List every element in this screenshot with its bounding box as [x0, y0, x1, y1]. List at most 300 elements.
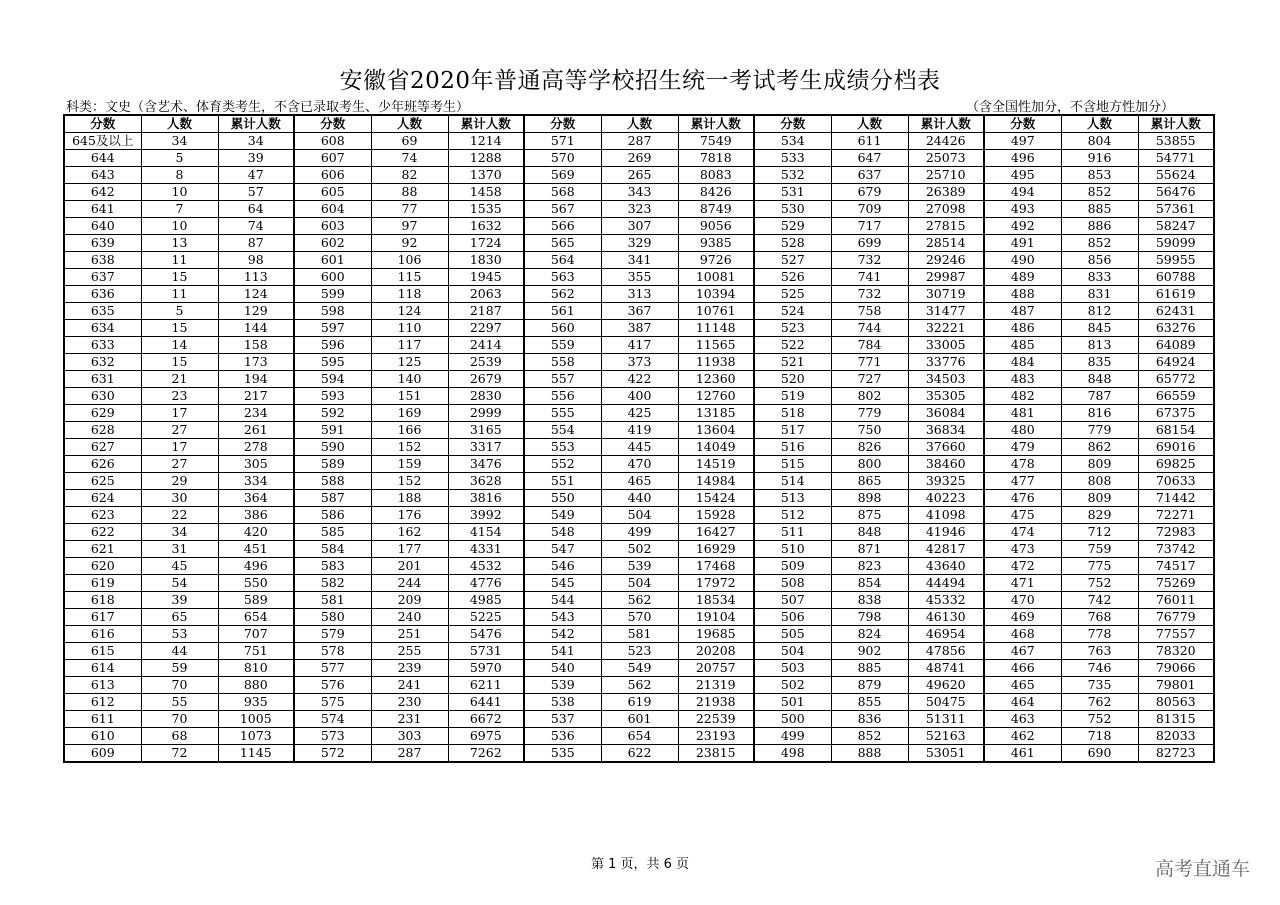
count-cell: 162 — [371, 524, 448, 541]
count-cell: 230 — [371, 694, 448, 711]
cumulative-cell: 61619 — [1138, 286, 1214, 303]
table-row — [64, 422, 1214, 439]
score-cell: 608 — [294, 133, 371, 150]
count-cell: 15 — [141, 320, 218, 337]
cumulative-cell: 27098 — [908, 201, 984, 218]
cumulative-header: 累计人数 — [448, 115, 524, 133]
score-cell: 561 — [524, 303, 601, 320]
score-cell: 635 — [64, 303, 141, 320]
table-row — [64, 609, 1214, 626]
cumulative-cell: 3317 — [448, 439, 524, 456]
cumulative-cell: 69016 — [1138, 439, 1214, 456]
cumulative-cell: 550 — [218, 575, 294, 592]
cumulative-cell: 751 — [218, 643, 294, 660]
score-cell: 592 — [294, 405, 371, 422]
score-cell: 486 — [984, 320, 1061, 337]
table-row — [64, 507, 1214, 524]
score-cell: 468 — [984, 626, 1061, 643]
table-row — [64, 201, 1214, 218]
score-cell: 483 — [984, 371, 1061, 388]
cumulative-cell: 364 — [218, 490, 294, 507]
count-cell: 717 — [831, 218, 908, 235]
cumulative-cell: 34 — [218, 133, 294, 150]
score-cell: 564 — [524, 252, 601, 269]
score-cell: 597 — [294, 320, 371, 337]
score-cell: 506 — [754, 609, 831, 626]
score-cell: 505 — [754, 626, 831, 643]
cumulative-cell: 1945 — [448, 269, 524, 286]
count-cell: 690 — [1061, 745, 1138, 763]
score-cell: 519 — [754, 388, 831, 405]
count-cell: 826 — [831, 439, 908, 456]
cumulative-cell: 707 — [218, 626, 294, 643]
cumulative-cell: 386 — [218, 507, 294, 524]
cumulative-cell: 47 — [218, 167, 294, 184]
count-cell: 5 — [141, 303, 218, 320]
cumulative-cell: 56476 — [1138, 184, 1214, 201]
count-cell: 241 — [371, 677, 448, 694]
count-cell: 152 — [371, 473, 448, 490]
cumulative-cell: 4532 — [448, 558, 524, 575]
cumulative-cell: 18534 — [678, 592, 754, 609]
cumulative-cell: 1370 — [448, 167, 524, 184]
score-cell: 524 — [754, 303, 831, 320]
cumulative-cell: 11938 — [678, 354, 754, 371]
count-cell: 752 — [1061, 575, 1138, 592]
cumulative-cell: 54771 — [1138, 150, 1214, 167]
count-cell: 549 — [601, 660, 678, 677]
cumulative-header: 累计人数 — [678, 115, 754, 133]
cumulative-cell: 47856 — [908, 643, 984, 660]
count-cell: 465 — [601, 473, 678, 490]
score-cell: 621 — [64, 541, 141, 558]
cumulative-cell: 3628 — [448, 473, 524, 490]
count-cell: 470 — [601, 456, 678, 473]
cumulative-cell: 9726 — [678, 252, 754, 269]
cumulative-cell: 10761 — [678, 303, 754, 320]
cumulative-cell: 38460 — [908, 456, 984, 473]
count-cell: 886 — [1061, 218, 1138, 235]
cumulative-cell: 34503 — [908, 371, 984, 388]
score-cell: 555 — [524, 405, 601, 422]
table-row — [64, 184, 1214, 201]
count-cell: 862 — [1061, 439, 1138, 456]
cumulative-cell: 49620 — [908, 677, 984, 694]
count-cell: 771 — [831, 354, 908, 371]
cumulative-cell: 14984 — [678, 473, 754, 490]
count-cell: 647 — [831, 150, 908, 167]
score-cell: 612 — [64, 694, 141, 711]
score-cell: 488 — [984, 286, 1061, 303]
score-cell: 473 — [984, 541, 1061, 558]
count-cell: 784 — [831, 337, 908, 354]
cumulative-cell: 46130 — [908, 609, 984, 626]
cumulative-cell: 53855 — [1138, 133, 1214, 150]
cumulative-cell: 52163 — [908, 728, 984, 745]
table-row — [64, 337, 1214, 354]
count-cell: 419 — [601, 422, 678, 439]
count-cell: 916 — [1061, 150, 1138, 167]
score-cell: 565 — [524, 235, 601, 252]
count-cell: 367 — [601, 303, 678, 320]
score-cell: 603 — [294, 218, 371, 235]
count-cell: 117 — [371, 337, 448, 354]
count-cell: 758 — [831, 303, 908, 320]
cumulative-cell: 6975 — [448, 728, 524, 745]
score-cell: 462 — [984, 728, 1061, 745]
score-cell: 525 — [754, 286, 831, 303]
count-cell: 718 — [1061, 728, 1138, 745]
count-cell: 800 — [831, 456, 908, 473]
score-cell: 641 — [64, 201, 141, 218]
count-cell: 303 — [371, 728, 448, 745]
cumulative-cell: 420 — [218, 524, 294, 541]
score-cell: 580 — [294, 609, 371, 626]
count-cell: 871 — [831, 541, 908, 558]
score-cell: 606 — [294, 167, 371, 184]
count-cell: 742 — [1061, 592, 1138, 609]
score-cell: 559 — [524, 337, 601, 354]
score-cell: 498 — [754, 745, 831, 763]
count-cell: 885 — [831, 660, 908, 677]
count-cell: 31 — [141, 541, 218, 558]
count-cell: 5 — [141, 150, 218, 167]
score-cell: 556 — [524, 388, 601, 405]
count-cell: 741 — [831, 269, 908, 286]
cumulative-cell: 64924 — [1138, 354, 1214, 371]
count-cell: 499 — [601, 524, 678, 541]
cumulative-cell: 654 — [218, 609, 294, 626]
score-cell: 634 — [64, 320, 141, 337]
cumulative-cell: 9385 — [678, 235, 754, 252]
count-cell: 601 — [601, 711, 678, 728]
score-cell: 495 — [984, 167, 1061, 184]
cumulative-cell: 40223 — [908, 490, 984, 507]
count-cell: 802 — [831, 388, 908, 405]
count-cell: 787 — [1061, 388, 1138, 405]
cumulative-cell: 78320 — [1138, 643, 1214, 660]
count-cell: 779 — [831, 405, 908, 422]
cumulative-cell: 4776 — [448, 575, 524, 592]
table-row — [64, 592, 1214, 609]
count-cell: 23 — [141, 388, 218, 405]
score-cell: 475 — [984, 507, 1061, 524]
count-cell: 387 — [601, 320, 678, 337]
count-cell: 17 — [141, 405, 218, 422]
score-cell: 481 — [984, 405, 1061, 422]
score-cell: 477 — [984, 473, 1061, 490]
count-cell: 854 — [831, 575, 908, 592]
cumulative-cell: 1535 — [448, 201, 524, 218]
cumulative-cell: 71442 — [1138, 490, 1214, 507]
count-cell: 329 — [601, 235, 678, 252]
table-row — [64, 286, 1214, 303]
score-cell: 569 — [524, 167, 601, 184]
cumulative-cell: 5225 — [448, 609, 524, 626]
count-cell: 70 — [141, 711, 218, 728]
count-cell: 92 — [371, 235, 448, 252]
score-cell: 545 — [524, 575, 601, 592]
score-cell: 511 — [754, 524, 831, 541]
score-cell: 515 — [754, 456, 831, 473]
count-cell: 845 — [1061, 320, 1138, 337]
count-cell: 15 — [141, 269, 218, 286]
cumulative-cell: 11148 — [678, 320, 754, 337]
count-cell: 244 — [371, 575, 448, 592]
cumulative-cell: 13185 — [678, 405, 754, 422]
count-cell: 425 — [601, 405, 678, 422]
count-cell: 504 — [601, 575, 678, 592]
count-cell: 759 — [1061, 541, 1138, 558]
table-row — [64, 269, 1214, 286]
score-cell: 548 — [524, 524, 601, 541]
score-cell: 520 — [754, 371, 831, 388]
cumulative-cell: 69825 — [1138, 456, 1214, 473]
score-cell: 643 — [64, 167, 141, 184]
cumulative-cell: 261 — [218, 422, 294, 439]
score-cell: 514 — [754, 473, 831, 490]
count-cell: 732 — [831, 252, 908, 269]
count-cell: 59 — [141, 660, 218, 677]
count-cell: 240 — [371, 609, 448, 626]
table-row — [64, 405, 1214, 422]
cumulative-cell: 41098 — [908, 507, 984, 524]
score-cell: 616 — [64, 626, 141, 643]
count-cell: 622 — [601, 745, 678, 763]
score-cell: 578 — [294, 643, 371, 660]
cumulative-cell: 4154 — [448, 524, 524, 541]
cumulative-cell: 7549 — [678, 133, 754, 150]
cumulative-cell: 14519 — [678, 456, 754, 473]
table-row — [64, 677, 1214, 694]
count-cell: 422 — [601, 371, 678, 388]
score-cell: 571 — [524, 133, 601, 150]
count-cell: 176 — [371, 507, 448, 524]
score-cell: 584 — [294, 541, 371, 558]
count-cell: 209 — [371, 592, 448, 609]
count-cell: 343 — [601, 184, 678, 201]
score-cell: 560 — [524, 320, 601, 337]
score-cell: 588 — [294, 473, 371, 490]
score-cell: 632 — [64, 354, 141, 371]
score-cell: 562 — [524, 286, 601, 303]
count-cell: 835 — [1061, 354, 1138, 371]
subject-category: 科类：文史（含艺术、体育类考生，不含已录取考生、少年班等考生） — [66, 100, 470, 115]
count-cell: 779 — [1061, 422, 1138, 439]
count-cell: 27 — [141, 456, 218, 473]
score-cell: 586 — [294, 507, 371, 524]
cumulative-cell: 8749 — [678, 201, 754, 218]
cumulative-header: 累计人数 — [1138, 115, 1214, 133]
score-cell: 577 — [294, 660, 371, 677]
count-cell: 201 — [371, 558, 448, 575]
table-row — [64, 218, 1214, 235]
cumulative-cell: 17972 — [678, 575, 754, 592]
score-cell: 573 — [294, 728, 371, 745]
cumulative-cell: 27815 — [908, 218, 984, 235]
cumulative-cell: 7818 — [678, 150, 754, 167]
count-cell: 287 — [601, 133, 678, 150]
cumulative-cell: 589 — [218, 592, 294, 609]
cumulative-cell: 29246 — [908, 252, 984, 269]
cumulative-cell: 278 — [218, 439, 294, 456]
table-row — [64, 320, 1214, 337]
cumulative-cell: 20208 — [678, 643, 754, 660]
cumulative-cell: 4331 — [448, 541, 524, 558]
cumulative-cell: 496 — [218, 558, 294, 575]
cumulative-cell: 68154 — [1138, 422, 1214, 439]
cumulative-cell: 66559 — [1138, 388, 1214, 405]
cumulative-cell: 16427 — [678, 524, 754, 541]
count-cell: 106 — [371, 252, 448, 269]
score-cell: 605 — [294, 184, 371, 201]
score-cell: 523 — [754, 320, 831, 337]
cumulative-cell: 29987 — [908, 269, 984, 286]
score-cell: 494 — [984, 184, 1061, 201]
count-cell: 879 — [831, 677, 908, 694]
cumulative-header: 累计人数 — [218, 115, 294, 133]
table-header-row — [64, 115, 1214, 133]
count-cell: 68 — [141, 728, 218, 745]
score-cell: 463 — [984, 711, 1061, 728]
score-cell: 591 — [294, 422, 371, 439]
cumulative-cell: 15424 — [678, 490, 754, 507]
cumulative-cell: 158 — [218, 337, 294, 354]
score-cell: 532 — [754, 167, 831, 184]
count-cell: 813 — [1061, 337, 1138, 354]
count-cell: 417 — [601, 337, 678, 354]
cumulative-cell: 1145 — [218, 745, 294, 763]
cumulative-cell: 9056 — [678, 218, 754, 235]
cumulative-cell: 1632 — [448, 218, 524, 235]
score-cell: 540 — [524, 660, 601, 677]
score-cell: 570 — [524, 150, 601, 167]
cumulative-cell: 6441 — [448, 694, 524, 711]
score-cell: 529 — [754, 218, 831, 235]
count-cell: 188 — [371, 490, 448, 507]
score-cell: 553 — [524, 439, 601, 456]
score-cell: 493 — [984, 201, 1061, 218]
count-cell: 831 — [1061, 286, 1138, 303]
count-cell: 898 — [831, 490, 908, 507]
score-cell: 610 — [64, 728, 141, 745]
count-cell: 744 — [831, 320, 908, 337]
score-cell: 572 — [294, 745, 371, 763]
score-cell: 546 — [524, 558, 601, 575]
score-cell: 638 — [64, 252, 141, 269]
count-cell: 445 — [601, 439, 678, 456]
count-cell: 732 — [831, 286, 908, 303]
count-cell: 562 — [601, 677, 678, 694]
count-cell: 400 — [601, 388, 678, 405]
count-cell: 523 — [601, 643, 678, 660]
cumulative-cell: 2999 — [448, 405, 524, 422]
cumulative-cell: 26389 — [908, 184, 984, 201]
table-row — [64, 473, 1214, 490]
score-cell: 504 — [754, 643, 831, 660]
count-cell: 888 — [831, 745, 908, 763]
cumulative-cell: 57361 — [1138, 201, 1214, 218]
cumulative-cell: 28514 — [908, 235, 984, 252]
table-row — [64, 626, 1214, 643]
cumulative-cell: 2297 — [448, 320, 524, 337]
table-row — [64, 745, 1214, 763]
cumulative-cell: 31477 — [908, 303, 984, 320]
table-row — [64, 303, 1214, 320]
score-cell: 534 — [754, 133, 831, 150]
score-cell: 644 — [64, 150, 141, 167]
table-row — [64, 456, 1214, 473]
cumulative-cell: 67375 — [1138, 405, 1214, 422]
cumulative-cell: 3165 — [448, 422, 524, 439]
score-cell: 626 — [64, 456, 141, 473]
score-cell: 517 — [754, 422, 831, 439]
score-cell: 465 — [984, 677, 1061, 694]
score-header: 分数 — [754, 115, 831, 133]
score-cell: 479 — [984, 439, 1061, 456]
score-cell: 541 — [524, 643, 601, 660]
cumulative-cell: 10081 — [678, 269, 754, 286]
score-cell: 607 — [294, 150, 371, 167]
count-cell: 323 — [601, 201, 678, 218]
count-cell: 341 — [601, 252, 678, 269]
cumulative-cell: 32221 — [908, 320, 984, 337]
score-cell: 550 — [524, 490, 601, 507]
score-cell: 501 — [754, 694, 831, 711]
count-cell: 848 — [1061, 371, 1138, 388]
score-cell: 568 — [524, 184, 601, 201]
score-cell: 492 — [984, 218, 1061, 235]
cumulative-cell: 129 — [218, 303, 294, 320]
score-cell: 521 — [754, 354, 831, 371]
score-cell: 471 — [984, 575, 1061, 592]
score-cell: 557 — [524, 371, 601, 388]
cumulative-cell: 2187 — [448, 303, 524, 320]
score-cell: 528 — [754, 235, 831, 252]
cumulative-cell: 22539 — [678, 711, 754, 728]
cumulative-cell: 880 — [218, 677, 294, 694]
count-cell: 287 — [371, 745, 448, 763]
count-cell: 231 — [371, 711, 448, 728]
cumulative-cell: 35305 — [908, 388, 984, 405]
count-cell: 115 — [371, 269, 448, 286]
cumulative-cell: 60788 — [1138, 269, 1214, 286]
count-cell: 54 — [141, 575, 218, 592]
cumulative-cell: 21319 — [678, 677, 754, 694]
count-cell: 69 — [371, 133, 448, 150]
cumulative-cell: 76779 — [1138, 609, 1214, 626]
score-cell: 464 — [984, 694, 1061, 711]
count-cell: 239 — [371, 660, 448, 677]
count-cell: 124 — [371, 303, 448, 320]
score-cell: 474 — [984, 524, 1061, 541]
cumulative-cell: 79801 — [1138, 677, 1214, 694]
watermark-text: 高考直通车 — [1154, 858, 1250, 880]
count-cell: 255 — [371, 643, 448, 660]
score-cell: 639 — [64, 235, 141, 252]
cumulative-cell: 14049 — [678, 439, 754, 456]
score-cell: 489 — [984, 269, 1061, 286]
cumulative-cell: 19685 — [678, 626, 754, 643]
cumulative-cell: 72271 — [1138, 507, 1214, 524]
score-cell: 593 — [294, 388, 371, 405]
score-cell: 589 — [294, 456, 371, 473]
page-number: 第 1 页，共 6 页 — [590, 857, 690, 872]
count-cell: 251 — [371, 626, 448, 643]
score-cell: 640 — [64, 218, 141, 235]
count-cell: 65 — [141, 609, 218, 626]
count-cell: 177 — [371, 541, 448, 558]
